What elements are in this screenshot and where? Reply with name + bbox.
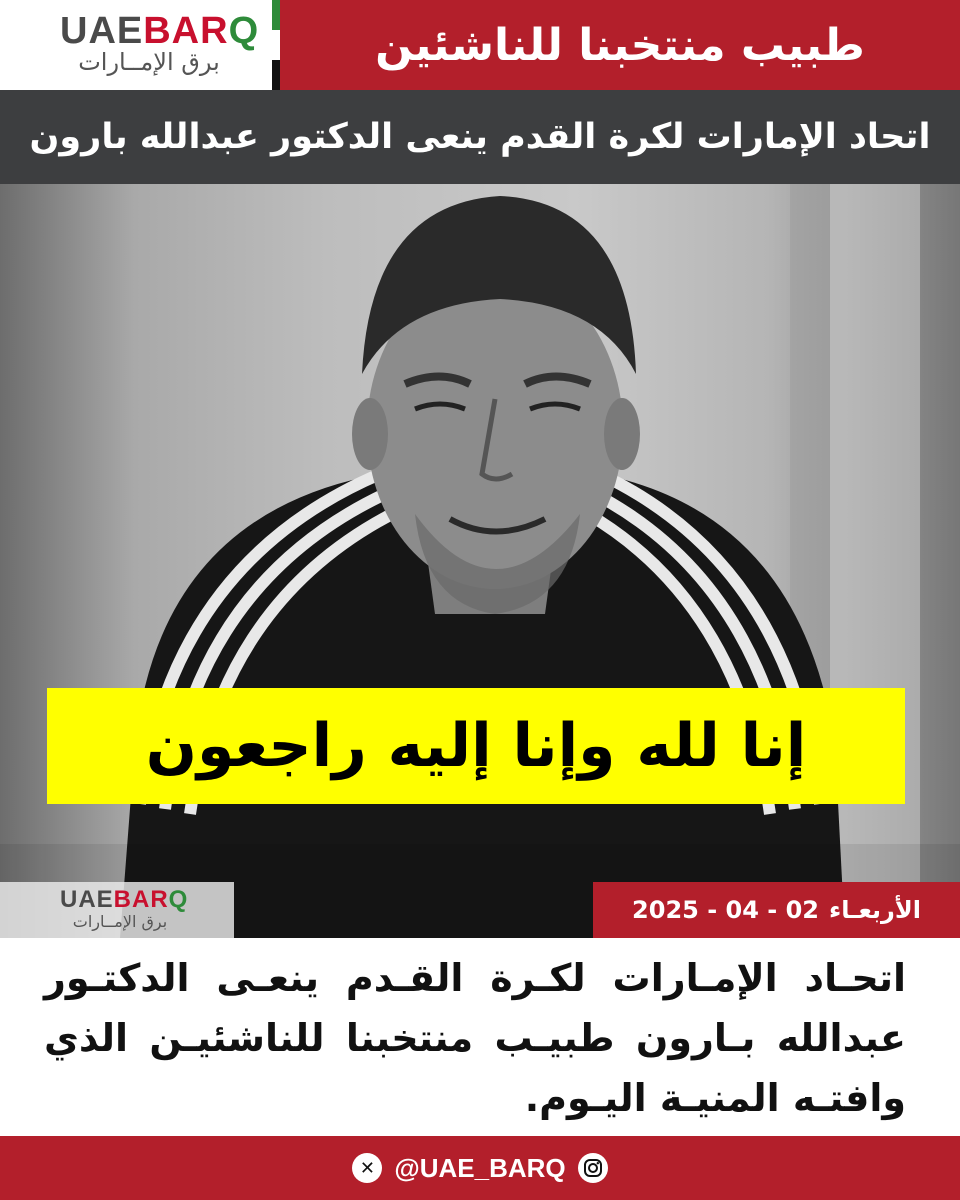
logo-arabic: برق الإمــارات [78,48,220,76]
condolence-banner: إنا لله وإنا إليه راجعون [47,688,905,804]
main-title: طبيب منتخبنا للناشئين [280,0,960,90]
portrait-photo [0,184,960,938]
x-icon[interactable]: ✕ [352,1153,382,1183]
news-body: اتحـاد الإمـارات لكـرة القـدم ينعـى الدكتـور عبدالله بـارون طبيـب منتخبنا للناشئيـن الذي وافتـه المنيـة اليـوم. [44,956,906,1120]
logo-wordmark: UAEBARQ [60,10,260,52]
header [0,0,960,90]
subtitle-banner: اتحاد الإمارات لكرة القدم ينعى الدكتور عبدالله بارون [0,90,960,184]
date-day: الأربعـاء [828,896,921,924]
brand-logo [0,0,272,90]
watermark-arabic: برق الإمــارات [72,912,168,931]
date-value: 2025 - 04 - 02 [632,896,819,924]
portrait-illustration [0,184,960,938]
instagram-icon[interactable] [578,1153,608,1183]
social-handle[interactable]: @UAE_BARQ [394,1152,566,1183]
flag-stripe [272,0,280,90]
footer [0,1136,960,1200]
date-bar [593,882,960,938]
watermark-wordmark: UAEBARQ [60,886,189,913]
watermark-logo [0,882,234,938]
